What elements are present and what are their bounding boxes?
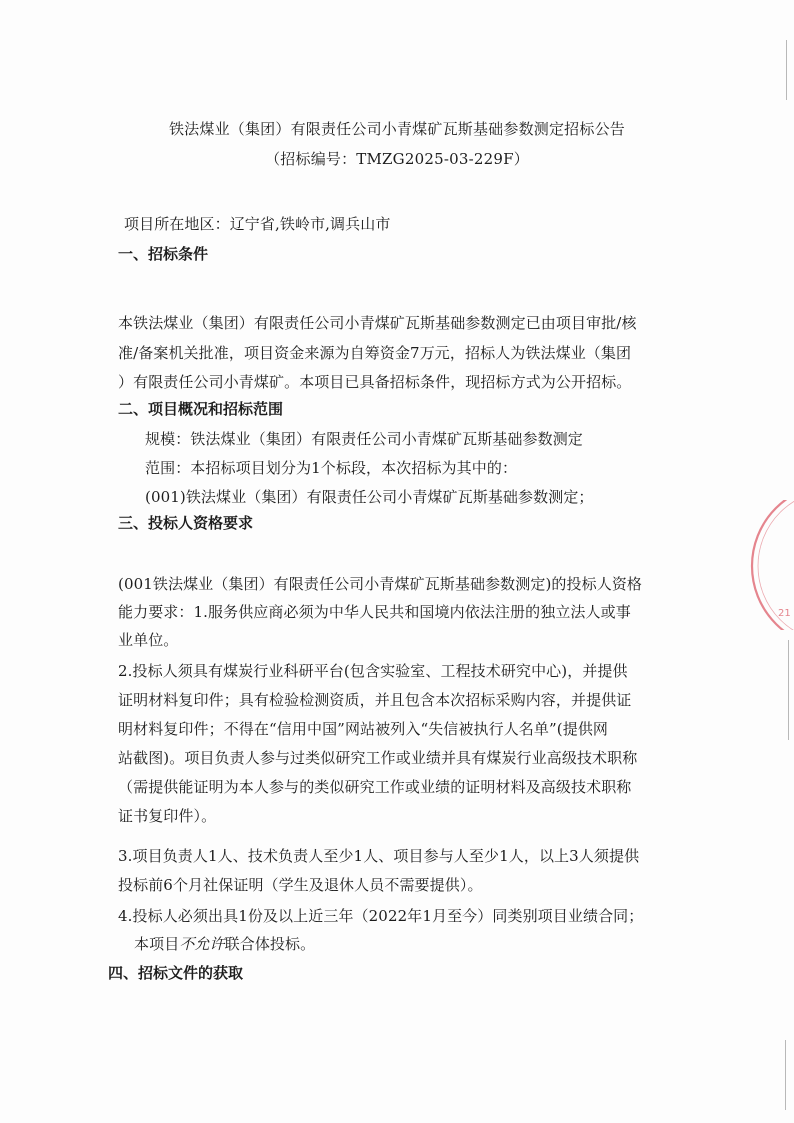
section-heading-qualifications: 三、投标人资格要求 <box>118 514 254 532</box>
tender-number: （招标编号：TMZG2025-03-229F） <box>265 150 529 168</box>
paragraph-line: 明材料复印件；不得在“信用中国”网站被列入“失信被执行人名单”(提供网 <box>118 720 609 738</box>
project-scale: 规模：铁法煤业（集团）有限责任公司小青煤矿瓦斯基础参数测定 <box>145 430 583 448</box>
consortium-emphasis: 不允许 <box>179 935 225 953</box>
paragraph-line: 2.投标人须具有煤炭行业科研平台(包含实验室、工程技术研究中心)，并提供 <box>118 662 628 680</box>
consortium-note <box>134 933 315 954</box>
paragraph-line: 3.项目负责人1人、技术负责人至少1人、项目参与人至少1人，以上3人须提供 <box>118 847 640 865</box>
paragraph-line: (001铁法煤业（集团）有限责任公司小青煤矿瓦斯基础参数测定)的投标人资格 <box>118 575 643 593</box>
section-heading-conditions: 一、招标条件 <box>118 245 209 263</box>
paragraph-line: 证明材料复印件；具有检验检测资质，并且包含本次招标采购内容，并提供证 <box>118 691 632 709</box>
paragraph-line: 本铁法煤业（集团）有限责任公司小青煤矿瓦斯基础参数测定已由项目审批/核 <box>118 314 637 332</box>
official-seal <box>738 500 794 630</box>
paragraph-line: ）有限责任公司小青煤矿。本项目已具备招标条件，现招标方式为公开招标。 <box>118 373 632 391</box>
paragraph-line: 投标前6个月社保证明（学生及退休人员不需要提供）。 <box>118 876 483 894</box>
paragraph-line: 证书复印件）。 <box>118 807 217 825</box>
document-title: 铁法煤业（集团）有限责任公司小青煤矿瓦斯基础参数测定招标公告 <box>168 120 625 138</box>
paragraph-line: 业单位。 <box>118 631 179 649</box>
paragraph-line: （需提供能证明为本人参与的类似研究工作或业绩的证明材料及高级技术职称 <box>118 778 632 796</box>
lot-item: (001)铁法煤业（集团）有限责任公司小青煤矿瓦斯基础参数测定； <box>145 488 594 506</box>
section-heading-overview: 二、项目概况和招标范围 <box>118 400 284 418</box>
project-scope: 范围：本招标项目划分为1个标段，本次招标为其中的： <box>145 459 518 477</box>
paragraph-line: 准/备案机关批准，项目资金来源为自筹资金7万元，招标人为铁法煤业（集团 <box>118 344 632 362</box>
paragraph-line: 能力要求：1.服务供应商必须为中华人民共和国境内依法注册的独立法人或事 <box>118 603 631 621</box>
scan-edge-mark <box>788 640 789 740</box>
section-heading-documents: 四、招标文件的获取 <box>108 964 244 982</box>
seal-number: 21 <box>778 608 791 619</box>
consortium-prefix: 本项目 <box>134 935 180 953</box>
scan-edge-mark <box>785 1040 786 1110</box>
consortium-suffix: 联合体投标。 <box>224 935 316 953</box>
paragraph-line: 站截图)。项目负责人参与过类似研究工作或业绩并具有煤炭行业高级技术职称 <box>118 749 638 767</box>
scan-edge-mark <box>786 40 787 100</box>
paragraph-line: 4.投标人必须出具1份及以上近三年（2022年1月至今）同类别项目业绩合同； <box>118 907 644 925</box>
project-location: 项目所在地区：辽宁省,铁岭市,调兵山市 <box>124 215 391 233</box>
